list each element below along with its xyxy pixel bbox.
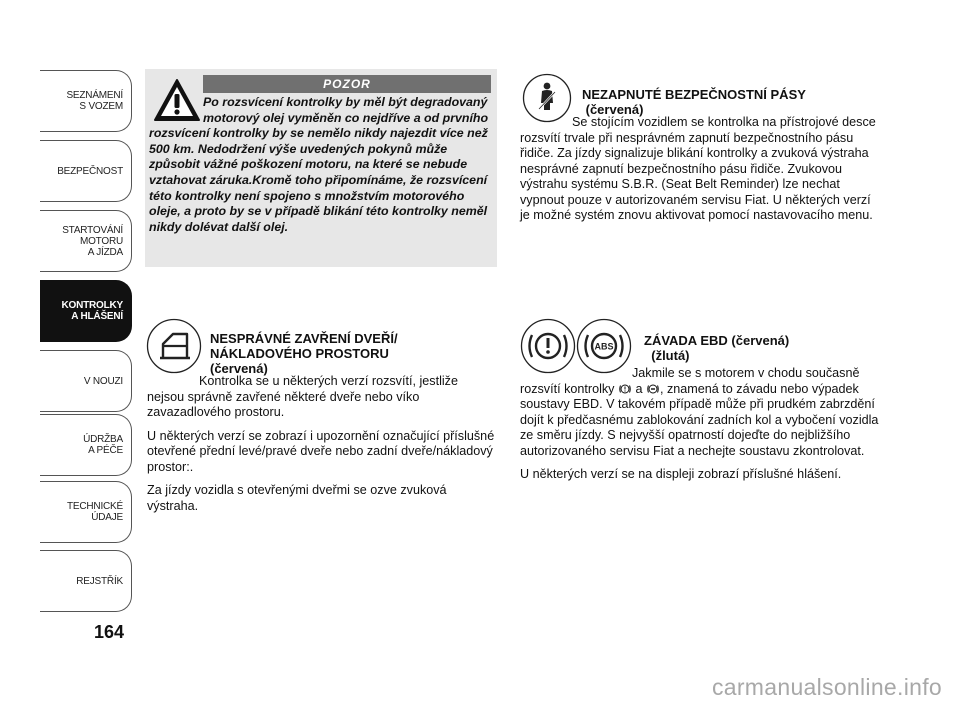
seatbelt-text: Se stojícím vozidlem se kontrolka na přístrojové desce rozsvítí trvale při nesprávném zapnutí bezpečnostního pásu řidiče. Za jízdy signalizuje blikání kontrolky a zvuková výstraha nesprávné zapnutí bezpečnostního pásu řidiče. Zvukovou výstrahu systému S.B.R. (Seat Belt Reminder) lze nechat vypnout pouze v autorizovaném servisu Fiat. U některých verzí je možné systém znovu aktivovat pomocí nastavovacího menu.	[520, 115, 876, 222]
tab-seznameni-s-vozem[interactable]: SEZNÁMENÍ S VOZEM	[40, 70, 132, 132]
tab-v-nouzi[interactable]: V NOUZI	[40, 350, 132, 412]
abs-icon	[646, 382, 660, 396]
warning-title: POZOR	[203, 75, 491, 93]
abs-icon-label: ABS	[594, 341, 614, 352]
doors-paragraph: U některých verzí se zobrazí i upozornění označující příslušné otevřené přední levé/pravé dveře nebo zadní dveře/nákladový prostor:.	[147, 428, 495, 474]
tab-rejstrik[interactable]: REJSTŘÍK	[40, 550, 132, 612]
doors-heading: NESPRÁVNÉ ZAVŘENÍ DVEŘÍ/ NÁKLADOVÉHO PROSTORU (červená)	[210, 331, 398, 376]
tab-startovani-motoru[interactable]: STARTOVÁNÍ MOTORU A JÍZDA	[40, 210, 132, 272]
ebd-paragraph: Jakmile se s motorem v chodu současně rozsvítí kontrolky a , znamená to závadu nebo výpadek soustavy EBD. V takovém případě může při prudkém zabrzdění dojít k předčasnému zablokování zadních kol a vybočení vozidla ze směru jízdy. S nejvyšší opatrností dojeďte do nejbližšího autorizovaného servisu Fiat a nechejte soustavu zkontrolovat.	[520, 366, 879, 458]
tab-bezpecnost[interactable]: BEZPEČNOST	[40, 140, 132, 202]
tab-technicke-udaje[interactable]: TECHNICKÉ ÚDAJE	[40, 481, 132, 543]
seatbelt-heading: NEZAPNUTÉ BEZPEČNOSTNÍ PÁSY (červená)	[582, 87, 806, 117]
open-door-icon	[146, 318, 202, 374]
warning-box	[145, 69, 497, 267]
doors-text	[147, 374, 497, 522]
doors-paragraph: Kontrolka se u některých verzí rozsvítí, jestliže nejsou správně zavřené některé dveře nebo víko zavazadlového prostoru.	[147, 374, 458, 419]
page-number: 164	[94, 622, 125, 642]
doors-paragraph: Za jízdy vozidla s otevřenými dveřmi se ozve zvuková výstraha.	[147, 483, 447, 513]
ebd-paragraph: U některých verzí se na displeji zobrazí příslušné hlášení.	[520, 467, 842, 481]
tab-kontrolky-a-hlaseni[interactable]: KONTROLKY A HLÁŠENÍ	[40, 280, 132, 342]
ebd-text	[520, 366, 880, 491]
warning-text: Po rozsvícení kontrolky by měl být degradovaný motorový olej vyměněn co nejdříve a od prvního rozsvícení kontrolky by se nemělo nikdy najezdit více než 500 km. Nedodržení výše uvedených pokynů může způsobit vážné poškození motoru, na které se nebude vztahovat záruka.Kromě toho připomínáme, že rozsvícení této kontrolky není spojeno s množstvím motorového oleje, a proto by se v případě blikání této kontrolky neměl nikdy dolévat další olej.	[149, 95, 489, 234]
ebd-heading: ZÁVADA EBD (červená) (žlutá)	[644, 333, 790, 363]
watermark: carmanualsonline.info	[711, 674, 942, 700]
brake-warning-icon	[618, 382, 632, 396]
tab-udrzba-a-pece[interactable]: ÚDRŽBA A PÉČE	[40, 414, 132, 476]
